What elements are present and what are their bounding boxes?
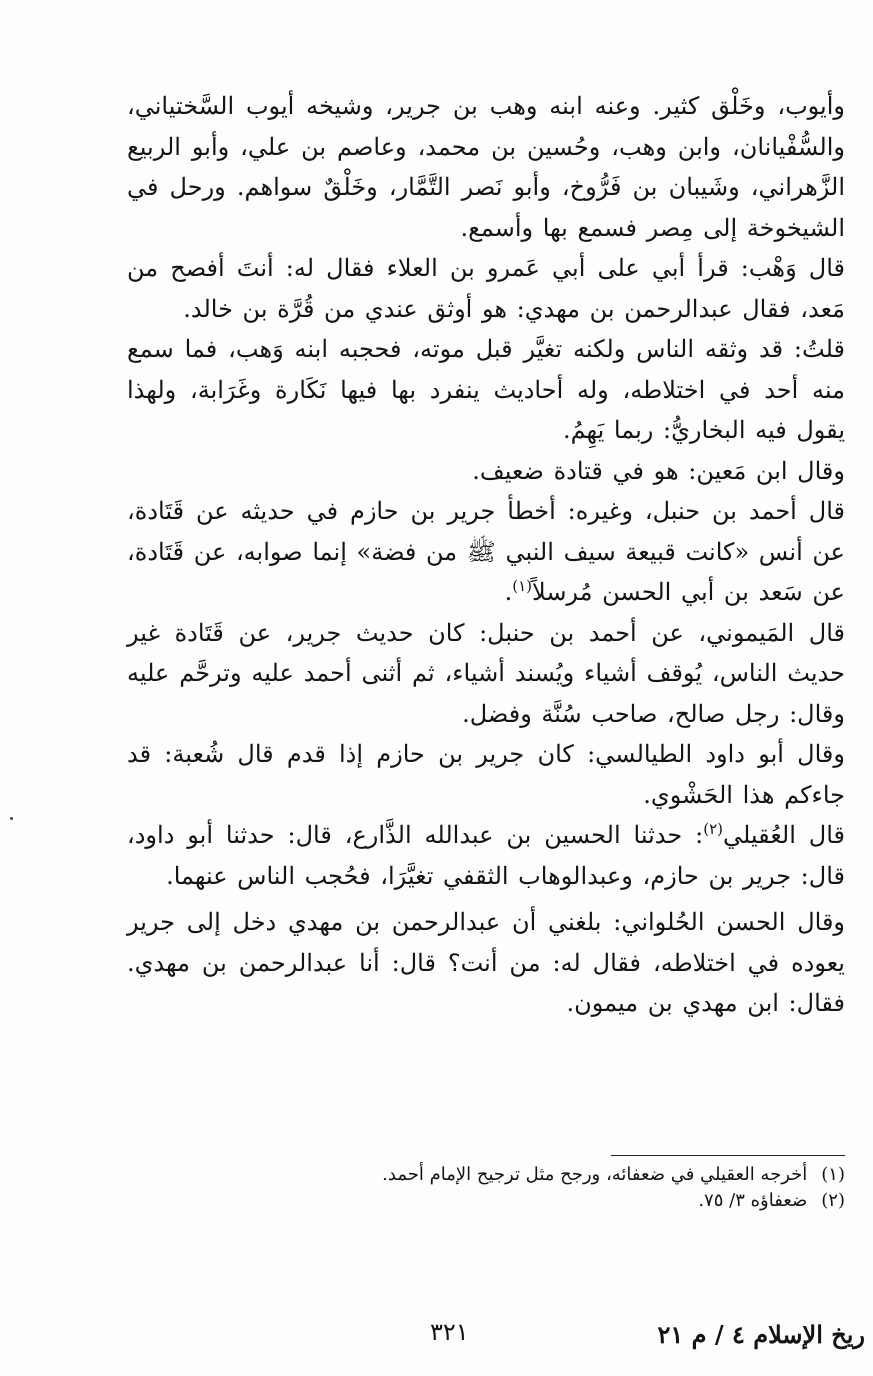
paragraph-2: قال وَهْب: قرأ أبي على أبي عَمرو بن العلاء فقال له: أنتَ أفصح من مَعد، فقال عبدالرحمن بن مهدي: هو أوثق عندي من قُرَّة بن خالد. [127, 254, 845, 323]
footnote-1-number: (١) [821, 1164, 845, 1185]
paragraph-8 [127, 815, 845, 896]
footnote-2 [127, 1188, 845, 1214]
footnote-1 [127, 1162, 845, 1188]
main-text [127, 86, 845, 1024]
paragraph-5-text: قال أحمد بن حنبل، وغيره: أخطأ جرير بن حازم في حديثه عن قَتَادة، عن أنس «كانت قبيعة سيف النبي ﷺ من فضة» إنما صوابه، عن قَتَادة، عن سَعد بن أبي الحسن مُرسلاً [127, 497, 845, 606]
paragraph-9: وقال الحسن الحُلواني: بلغني أن عبدالرحمن بن مهدي دخل إلى جرير يعوده في اختلاطه، فقال له: من أنت؟ قال: أنا عبدالرحمن بن مهدي. فقال: ابن مهدي بن ميمون. [127, 908, 846, 1017]
paragraph-6: قال المَيموني، عن أحمد بن حنبل: كان حديث جرير، عن قَتَادة غير حديث الناس، يُوقف أشياء ويُسند أشياء، ثم أثنى أحمد عليه وترحَّم عليه وقال: رجل صالح، صاحب سُنَّة وفضل. [127, 618, 845, 728]
footnote-2-text: ضعفاؤه ٣/ ٧٥. [698, 1190, 808, 1211]
margin-mark [10, 817, 13, 820]
paragraph-8-start: قال العُقيلي [722, 821, 846, 849]
paragraph-5 [127, 491, 845, 613]
page-number: ٣٢١ [430, 1318, 469, 1346]
footnotes [127, 1162, 845, 1214]
footnote-2-number: (٢) [821, 1190, 845, 1211]
footnote-divider [611, 1155, 845, 1156]
footnote-ref-1[interactable]: (١) [512, 577, 532, 595]
page-footer [0, 1318, 873, 1358]
footnote-ref-2[interactable]: (٢) [703, 820, 723, 838]
paragraph-4: وقال ابن مَعين: هو في قتادة ضعيف. [472, 456, 845, 485]
paragraph-1: وأيوب، وخَلْق كثير. وعنه ابنه وهب بن جرير، وشيخه أيوب السَّختياني، والسُّفْيانان، وابن وهب، وحُسين بن محمد، وعاصم بن علي، وأبو الربيع الزَّهراني، وشَيبان بن فَرُّوخ، وأبو نَصر التَّمَّار، وخَلْقٌ سواهم. ورحل في الشيخوخة إلى مِصر فسمع بها وأسمع. [127, 92, 846, 242]
paragraph-3: قلتُ: قد وثقه الناس ولكنه تغيَّر قبل موته، فحجبه ابنه وَهب، فما سمع منه أحد في اختلاطه، وله أحاديث ينفرد بها فيها نَكَارة وغَرَابة، ولهذا يقول فيه البخاريُّ: ربما يَهِمُ. [127, 335, 845, 444]
footnote-1-text: أخرجه العقيلي في ضعفائه، ورجح مثل ترجيح الإمام أحمد. [382, 1164, 808, 1185]
paragraph-8-text: : حدثنا الحسين بن عبدالله الذَّارع، قال: حدثنا أبو داود، قال: جرير بن حازم، وعبدالوهاب الثقفي تغيَّرَا، فحُجب الناس عنهما. [127, 821, 845, 890]
paragraph-5-end: . [504, 578, 513, 606]
paragraph-7: وقال أبو داود الطيالسي: كان جرير بن حازم إذا قدم قال شُعبة: قد جاءكم هذا الحَشْوي. [127, 740, 845, 809]
printer-signature: ريخ الإسلام ٤ / م ٢١ [657, 1320, 865, 1349]
